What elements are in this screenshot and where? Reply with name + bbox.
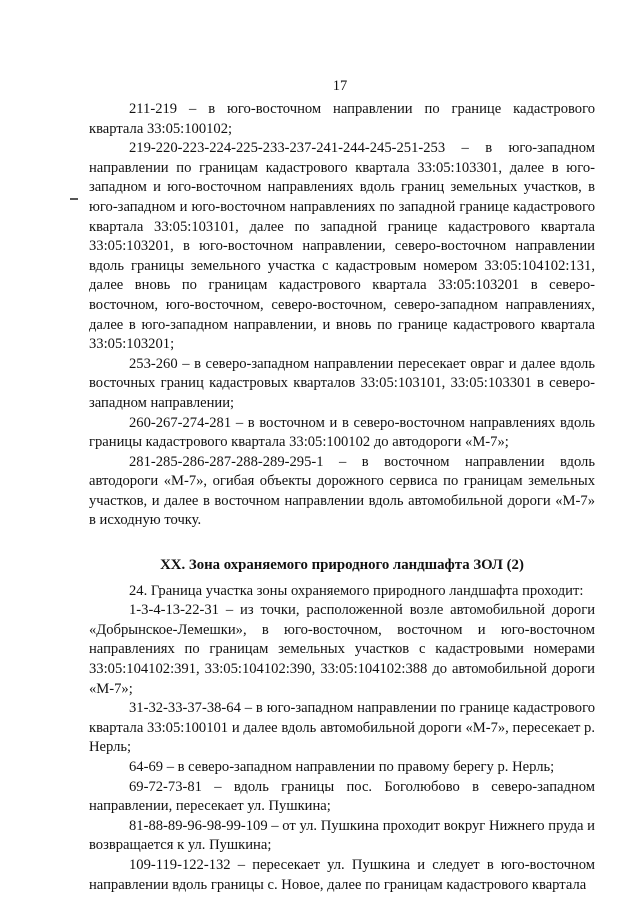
paragraph: 219-220-223-224-225-233-237-241-244-245-251-253 – в юго-западном направлении по границам кадастрового квартала 33:05:103301, далее в юго-западном и юго-восточном направлениях вдоль границ земельных участков, в юго-западном и юго-восточном направлениях по западной границе кадастрового квартала 33:05:103101, далее по западной границе кадастрового квартала 33:05:103201, в юго-восточном направлении, северо-восточном направлении вдоль границы земельного участка с кадастровым номером 33:05:104102:131, далее вновь по границам кадастрового квартала 33:05:103201 в северо-восточном, юго-восточном, северо-восточном, северо-западном направлениях, далее в юго-западном направлении, и вновь по границе кадастрового квартала 33:05:103201; bbox=[89, 140, 595, 353]
paragraph: 1-3-4-13-22-31 – из точки, расположенной возле автомобильной дороги «Добрынское-Лемешки», в юго-восточном, восточном и юго-восточном направлениях по границам земельных участков с кадастровыми номерами 33:05:104102:391, 33:05:104102:390, 33:05:104102:388 до автомобильной дороги «М-7»; bbox=[89, 602, 595, 697]
paragraph: 253-260 – в северо-западном направлении пересекает овраг и далее вдоль восточных границ кадастровых кварталов 33:05:103101, 33:05:103301 в северо-западном направлении; bbox=[89, 355, 595, 411]
section-heading: XX. Зона охраняемого природного ландшафта ЗОЛ (2) bbox=[160, 557, 524, 574]
document-body bbox=[89, 100, 595, 895]
paragraph: 260-267-274-281 – в восточном и в северо-восточном направлениях вдоль границы кадастрового квартала 33:05:100102 до автодороги «М-7»; bbox=[89, 414, 595, 451]
paragraph: 281-285-286-287-288-289-295-1 – в восточном направлении вдоль автодороги «М-7», огибая объекты дорожного сервиса по границам земельных участков, и далее в восточном направлении вдоль автомобильной дороги «М-7» в исходную точку. bbox=[89, 453, 595, 529]
paragraph: 31-32-33-37-38-64 – в юго-западном направлении по границе кадастрового квартала 33:05:100101 и далее вдоль автомобильной дороги «М-7», пересекает р. Нерль; bbox=[89, 700, 595, 756]
paragraph: 24. Граница участка зоны охраняемого природного ландшафта проходит: bbox=[129, 582, 584, 599]
paragraph: 81-88-89-96-98-99-109 – от ул. Пушкина проходит вокруг Нижнего пруда и возвращается к ул. Пушкина; bbox=[89, 817, 595, 854]
paragraph: 109-119-122-132 – пересекает ул. Пушкина и следует в юго-восточном направлении вдоль границы с. Новое, далее по границам кадастрового квартала bbox=[89, 856, 595, 893]
paragraph: 64-69 – в северо-западном направлении по правому берегу р. Нерль; bbox=[129, 759, 555, 775]
paragraph: 69-72-73-81 – вдоль границы пос. Боголюбово в северо-западном направлении, пересекает ул. Пушкина; bbox=[89, 778, 595, 815]
margin-mark bbox=[70, 198, 78, 200]
page-number: 17 bbox=[332, 78, 348, 94]
paragraph: 211-219 – в юго-восточном направлении по границе кадастрового квартала 33:05:100102; bbox=[89, 101, 595, 137]
